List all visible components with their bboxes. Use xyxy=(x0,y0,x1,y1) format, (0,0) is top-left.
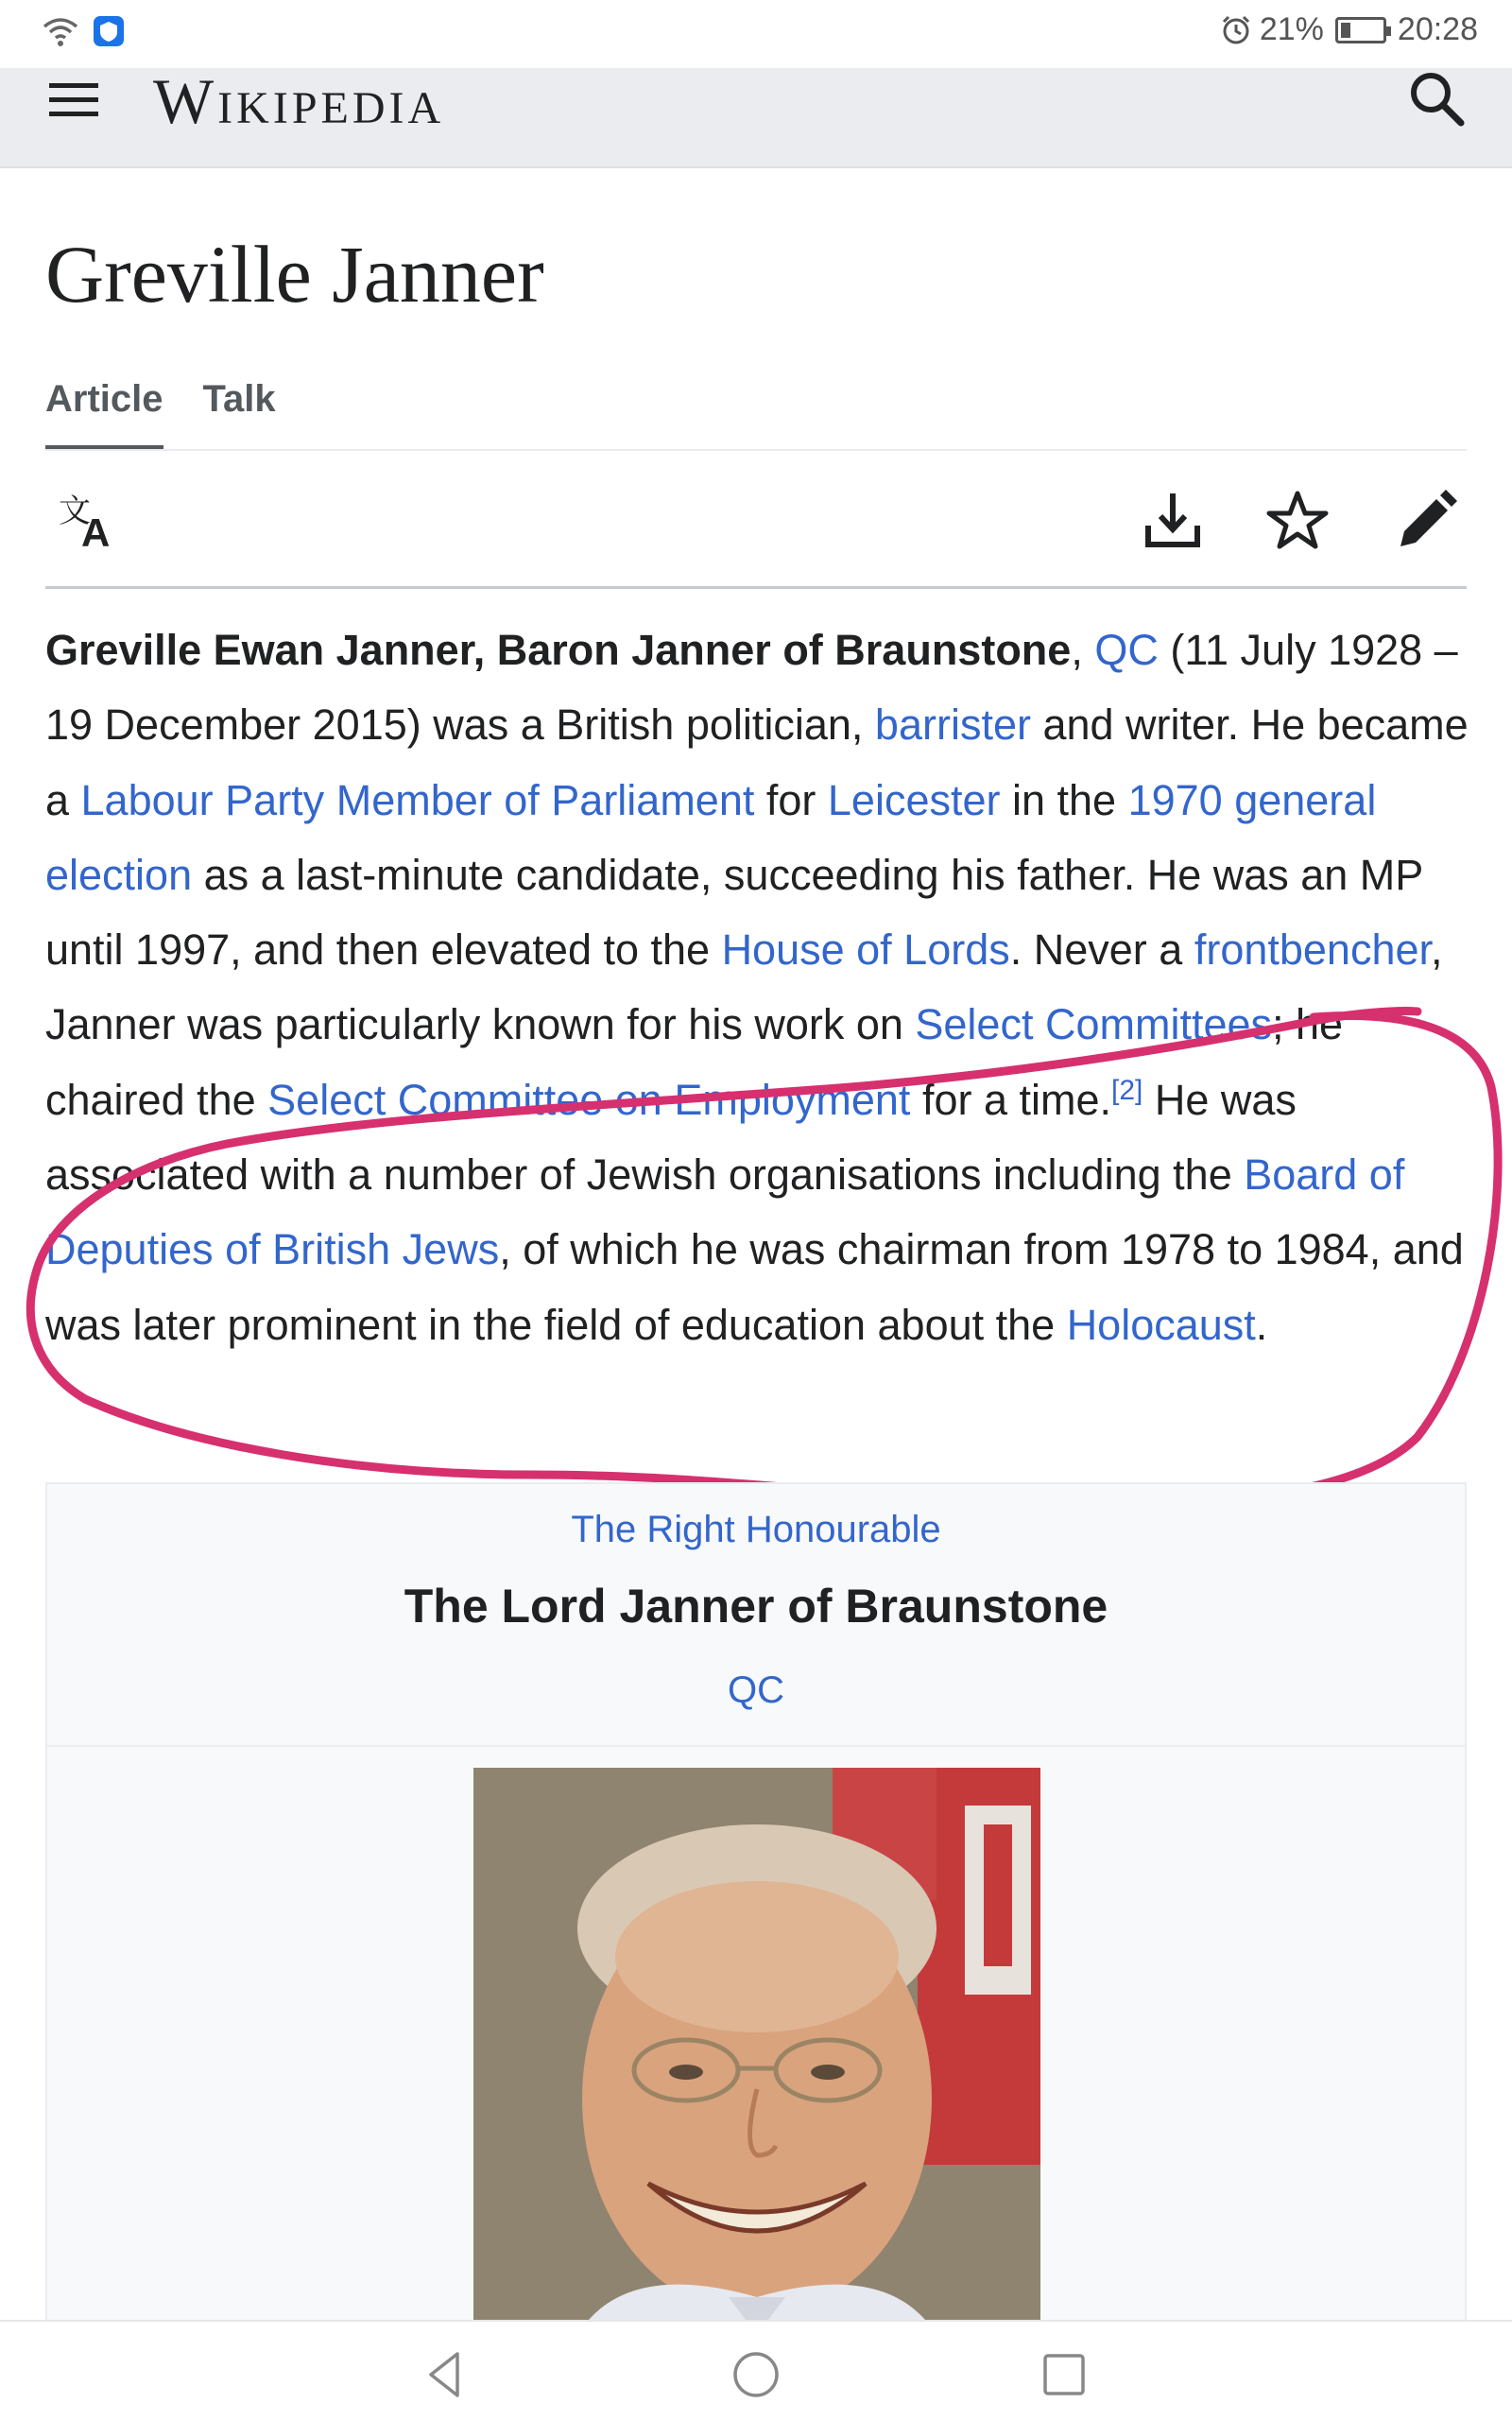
lead-text: . xyxy=(1255,1300,1268,1349)
link-select-committees[interactable]: Select Committees xyxy=(915,1000,1273,1049)
svg-text:文: 文 xyxy=(59,493,91,530)
svg-text:A: A xyxy=(81,510,111,554)
link-leicester[interactable]: Leicester xyxy=(827,775,1001,824)
link-board-of-deputies[interactable]: Board of Deputies of British Jews xyxy=(45,1150,1405,1274)
lead-paragraph xyxy=(45,613,1472,1362)
lead-text: for xyxy=(754,775,828,824)
menu-icon[interactable] xyxy=(45,72,102,129)
lead-text: , Janner was particularly known for his work on xyxy=(45,925,1443,1049)
lead-text: . Never a xyxy=(1009,925,1194,975)
toolbar-divider xyxy=(45,586,1467,589)
link-barrister[interactable]: barrister xyxy=(874,700,1031,750)
link-labour-party[interactable]: Labour Party xyxy=(80,775,325,824)
link-qc[interactable]: QC xyxy=(1094,626,1159,674)
infobox-suffix-qc[interactable]: QC xyxy=(728,1669,784,1711)
recents-square-icon[interactable] xyxy=(1036,2346,1092,2403)
system-nav-bar xyxy=(0,2320,1512,2420)
lead-text: as a last-minute candidate, succeeding his father. He was an MP until 1997, and then elevated to the xyxy=(45,850,1423,975)
tab-talk[interactable]: Talk xyxy=(202,378,276,420)
status-bar xyxy=(0,0,1512,68)
back-triangle-icon[interactable] xyxy=(418,2346,474,2403)
wifi-icon xyxy=(42,15,79,47)
download-icon[interactable] xyxy=(1140,488,1206,554)
lead-text: He was associated with a number of Jewish organisations including the xyxy=(45,1075,1297,1200)
tab-article[interactable]: Article xyxy=(45,378,163,450)
link-house-of-lords[interactable]: House of Lords xyxy=(721,925,1010,975)
edit-pencil-icon[interactable] xyxy=(1391,488,1457,554)
infobox-divider xyxy=(47,1745,1465,1747)
lead-text: ; he chaired the xyxy=(45,1000,1344,1124)
battery-charging-icon xyxy=(1335,17,1386,43)
page-title: Greville Janner xyxy=(45,229,544,320)
shield-app-icon xyxy=(93,15,125,47)
link-select-committee-employment[interactable]: Select Committee on Employment xyxy=(267,1075,911,1124)
lead-text: , xyxy=(1071,626,1095,674)
battery-percent: 21% xyxy=(1259,11,1324,47)
link-frontbencher[interactable]: frontbencher xyxy=(1194,925,1432,975)
wikipedia-logo[interactable] xyxy=(153,64,444,139)
lead-text: (11 July 1928 – 19 December 2015) was a British politician, xyxy=(45,626,1458,750)
portrait-illustration xyxy=(473,1768,1040,2335)
star-icon[interactable] xyxy=(1264,488,1331,554)
page-tabs xyxy=(45,378,276,450)
reference-2[interactable]: [2] xyxy=(1111,1074,1143,1106)
wikipedia-wordmark: Wikipedia xyxy=(153,65,445,137)
portrait-photo[interactable] xyxy=(473,1768,1040,2335)
alarm-icon xyxy=(1220,14,1252,46)
top-header xyxy=(0,65,1512,168)
home-circle-icon[interactable] xyxy=(728,2346,784,2403)
search-icon[interactable] xyxy=(1404,66,1470,132)
lead-bold-name: Greville Ewan Janner, Baron Janner of Braunstone xyxy=(45,626,1072,674)
link-member-of-parliament[interactable]: Member of Parliament xyxy=(335,775,755,824)
lead-text: , of which he was chairman from 1978 to 1984, and was later prominent in the field of education about the xyxy=(45,1225,1464,1349)
lead-text: for a time. xyxy=(910,1075,1112,1124)
infobox xyxy=(45,1482,1467,2420)
link-holocaust[interactable]: Holocaust xyxy=(1066,1300,1256,1349)
lead-text xyxy=(324,776,336,824)
link-1970-general-election[interactable]: 1970 general election xyxy=(45,775,1377,899)
lead-text: in the xyxy=(1000,775,1128,824)
clock: 20:28 xyxy=(1397,11,1478,47)
status-right xyxy=(1220,11,1478,48)
infobox-honorific[interactable]: The Right Honourable xyxy=(571,1509,941,1550)
infobox-name: The Lord Janner of Braunstone xyxy=(404,1580,1108,1633)
lead-text: and writer. He became a xyxy=(45,700,1469,824)
language-icon[interactable] xyxy=(55,488,121,554)
status-left xyxy=(42,15,125,47)
tabs-divider xyxy=(45,449,1467,451)
